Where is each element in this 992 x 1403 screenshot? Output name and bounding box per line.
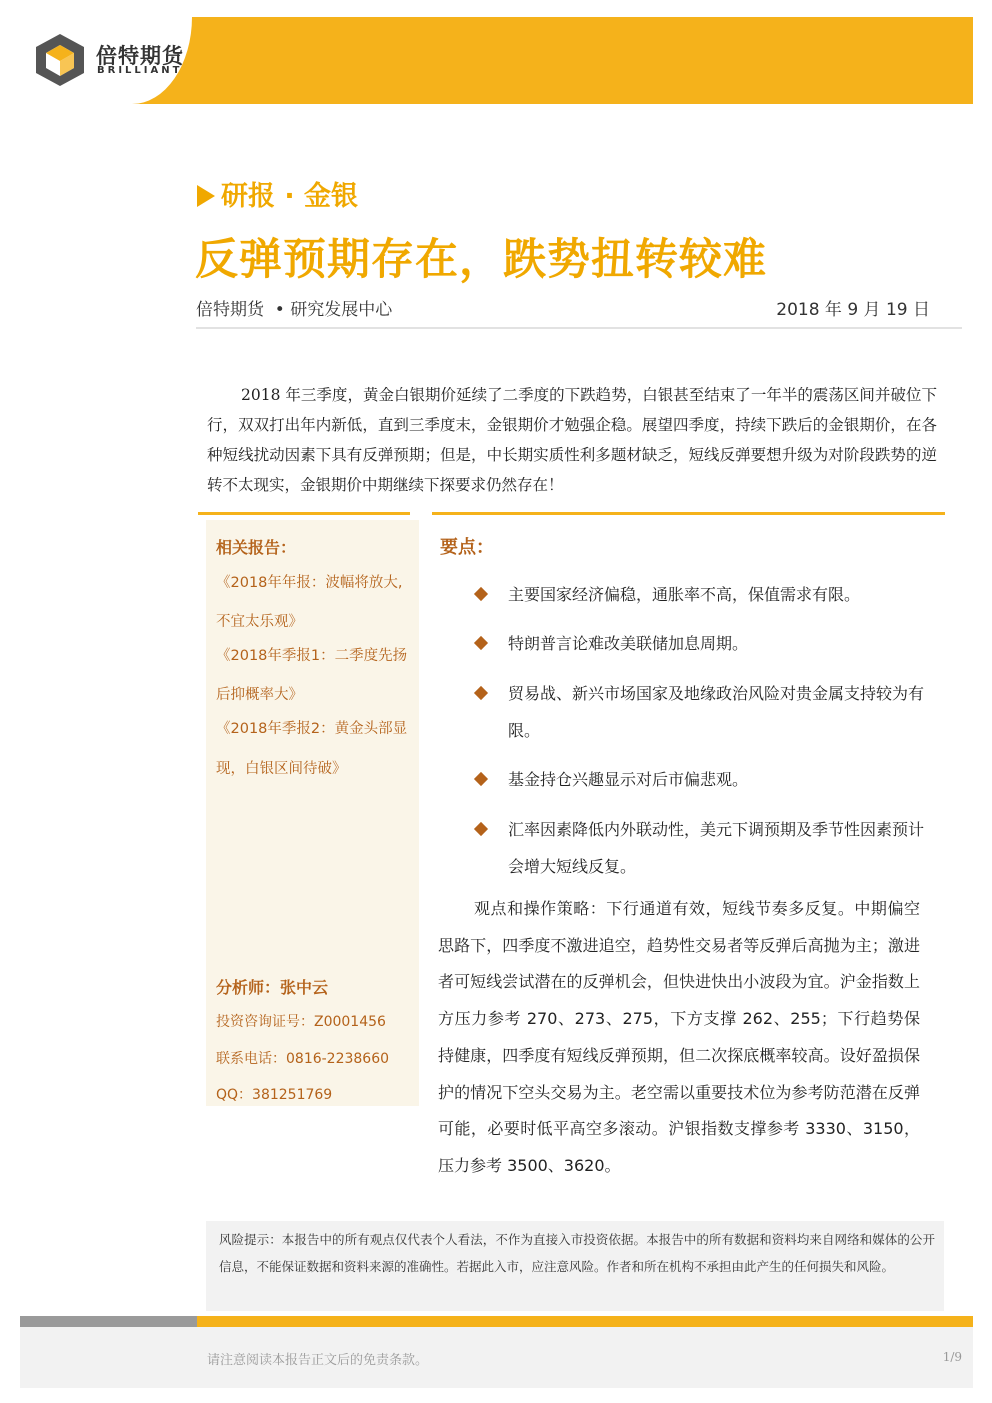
key-points-title: 要点： [440,537,494,558]
related-report-line[interactable]: 《2018年季报2：黄金头部显 [216,721,408,737]
org-line: 倍特期货 • 研究发展中心 [196,300,393,320]
diamond-bullet-icon [474,772,488,786]
diamond-bullet-icon [474,686,488,700]
diamond-bullet-icon [474,636,488,650]
section-tag [197,174,358,213]
page-number: 1/9 [942,1350,962,1364]
logo-name-en: BRILLIANT [97,65,183,76]
key-point-item: 特朗普言论难改美联储加息周期。 [508,634,749,653]
brilliant-logo-icon [34,32,86,88]
risk-warning: 风险提示：本报告中的所有观点仅代表个人看法，不作为直接入市投资依据。本报告中的所有数据和资料均来自网络和媒体的公开信息，不能保证数据和资料来源的准确性。若据此入市，应注意风险。作者和所在机构不承担由此产生的任何损失和风险。 [219,1232,935,1274]
diamond-bullet-icon [474,587,488,601]
key-point-item: 基金持仓兴趣显示对后市偏悲观。 [508,770,749,789]
related-report-line[interactable]: 《2018年年报：波幅将放大, [216,575,403,591]
summary-paragraph: 2018 年三季度，黄金白银期价延续了二季度的下跌趋势，白银甚至结束了一年半的震荡区间并破位下行，双双打出年内新低，直到三季度末，金银期价才勉强企稳。展望四季度，持续下跌后的金银期价，在各种短线扰动因素下具有反弹预期；但是，中长期实质性利多题材缺乏，短线反弹要想升级为对阶段跌势的逆转不太现实，金银期价中期继续下探要求仍然存在！ [207,386,937,494]
analyst-cert: 投资咨询证号：Z0001456 [216,1014,386,1030]
section-tag-text: 研报 · 金银 [221,181,359,212]
diamond-bullet-icon [474,822,488,836]
disclaimer-note: 请注意阅读本报告正文后的免责条款。 [207,1353,429,1368]
left-column-divider [198,512,410,515]
analyst-qq: QQ：381251769 [216,1087,333,1103]
related-reports-title: 相关报告： [216,538,297,557]
footer-bar-gold [197,1316,973,1327]
related-report-line[interactable]: 不宜太乐观》 [216,614,303,630]
footer-bar-gray [20,1316,197,1327]
logo-name-cn: 倍特期货 [96,44,184,68]
triangle-marker-icon [197,185,215,207]
key-point-item: 贸易战、新兴市场国家及地缘政治风险对贵金属支持较为有限。 [508,684,925,740]
related-report-line[interactable]: 后抑概率大》 [216,687,303,703]
key-point-item: 汇率因素降低内外联动性，美元下调预期及季节性因素预计会增大短线反复。 [508,820,925,876]
related-report-line[interactable]: 现，白银区间待破》 [216,761,347,777]
right-column-divider [432,512,945,515]
key-point-item: 主要国家经济偏稳，通胀率不高，保值需求有限。 [508,585,861,604]
footer-band [20,1327,973,1388]
report-title: 反弹预期存在，跌势扭转较难 [195,235,767,285]
strategy-paragraph: 观点和操作策略：下行通道有效，短线节奏多反复。中期偏空思路下，四季度不激进追空，趋势性交易者等反弹后高抛为主；激进者可短线尝试潜在的反弹机会，但快进快出小波段为宜。沪金指数上方压力参考 270、273、275，下方支撑 262、255；下行趋势保持健康，四季度有短线反弹预期，但二次探底概率较高。设好盈损保护的情况下空头交易为主。老空需以重要技术位为参考防范潜在反弹可能，必要时低平高空多滚动。沪银指数支撑参考 3330、3150，压力参考 3500、3620。 [438,899,920,1175]
report-date: 2018 年 9 月 19 日 [776,300,930,320]
analyst-phone: 联系电话：0816-2238660 [216,1051,390,1067]
analyst-title: 分析师：张中云 [216,978,329,997]
related-report-line[interactable]: 《2018年季报1：二季度先扬 [216,648,408,664]
title-divider [196,327,962,329]
